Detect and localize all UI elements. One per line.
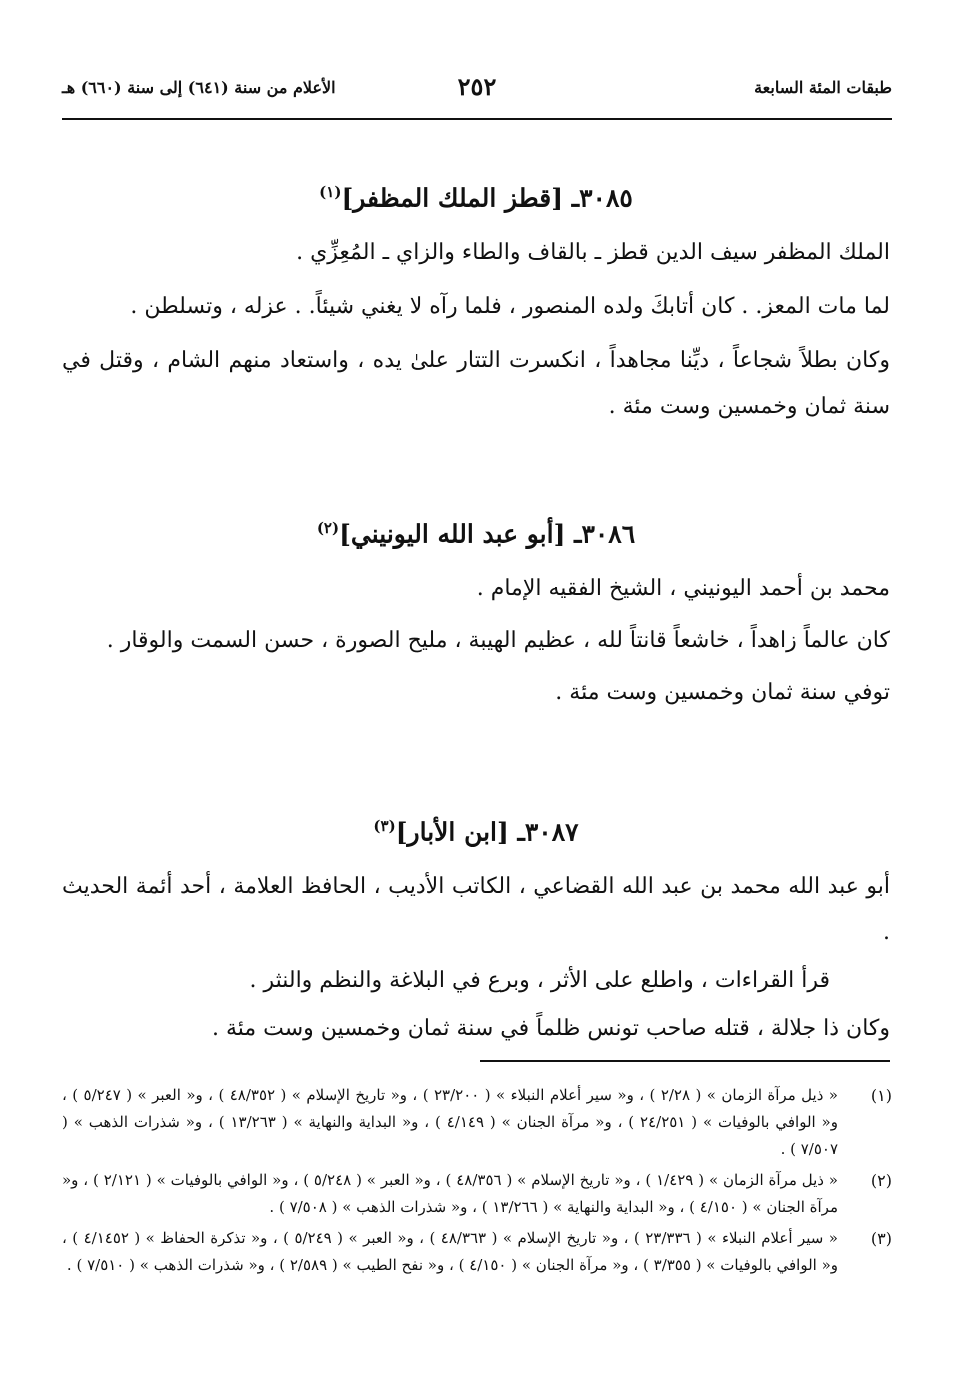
entry-paragraph: محمد بن أحمد اليونيني ، الشيخ الفقيه الإمام . (476, 576, 890, 602)
biography-entry (62, 508, 890, 716)
entry-title (62, 508, 890, 554)
entry-paragraph: وكان ذا جلالة ، قتله صاحب تونس ظلماً في سنة ثمان وخمسين وست مئة . (211, 1016, 890, 1042)
running-header (62, 72, 892, 112)
footnote-number: (٣) (870, 1229, 892, 1248)
entry-title (62, 806, 890, 852)
biography-entry (62, 806, 890, 1052)
page-number: ٢٥٢ (457, 72, 497, 101)
entry-paragraph: كان عالماً زاهداً ، خاشعاً قانتاً لله ، عظيم الهيبة ، مليح الصورة ، حسن السمت والوقار . (106, 628, 890, 654)
header-divider (62, 118, 892, 120)
entry-paragraph: وكان بطلاً شجاعاً ، ديِّنا مجاهداً ، انكسرت التتار علىٰ يده ، واستعاد منهم الشام ، وقتل في سنة ثمان وخمسين وست مئة . (62, 348, 890, 420)
header-year-range: الأعلام من سنة (٦٤١) إلى سنة (٦٦٠) هـ (62, 78, 336, 97)
footnote (62, 1082, 892, 1163)
footnote-text: « سير أعلام النبلاء » ( ٢٣/٣٣٦ ) ، و« تاريخ الإسلام » ( ٤٨/٣٦٣ ) ، و« العبر » ( ٥/٢٤٩ ) ، و« تذكرة الحفاظ » ( ٤/١٤٥٢ ) ، و« الوافي بالوفيات » ( ٣/٣٥٥ ) ، و« مرآة الجنان » ( ٤/١٥٠ ) ، و« نفح الطيب » ( ٢/٥٨٩ ) ، و« شذرات الذهب » ( ٧/٥١٠ ) . (62, 1229, 838, 1274)
footnote-number: (٢) (870, 1171, 892, 1190)
entry-paragraph: لما مات المعز. . كان أتابكَ ولده المنصور ، فلما رآه لا يغني شيئاً. . عزله ، وتسلطن . (130, 294, 890, 320)
footnotes (62, 1082, 892, 1283)
biography-entry (62, 172, 890, 430)
entry-paragraph: قرأ القراءات ، واطلع على الأثر ، وبرع في البلاغة والنظم والنثر . (249, 968, 830, 994)
header-section-title: طبقات المئة السابعة (754, 78, 892, 97)
footnotes-divider (480, 1060, 890, 1062)
footnote-ref: (٢) (316, 519, 340, 537)
entry-title-text: ٣٠٨٦ـ [أبو عبد الله اليونيني] (339, 519, 636, 549)
footnote-number: (١) (870, 1086, 892, 1105)
footnote-ref: (١) (319, 183, 342, 201)
entry-paragraph: الملك المظفر سيف الدين قطز ـ بالقاف والطاء والزاي ـ المُعِزِّي . (296, 240, 890, 266)
footnote-text: « ذيل مرآة الزمان » ( ١/٤٢٩ ) ، و« تاريخ الإسلام » ( ٤٨/٣٥٦ ) ، و« العبر » ( ٥/٢٤٨ ) ، و« الوافي بالوفيات » ( ٢/١٢١ ) ، و« مرآة الجنان » ( ٤/١٥٠ ) ، و« البداية والنهاية » ( ١٣/٢٦٦ ) ، و« شذرات الذهب » ( ٧/٥٠٨ ) . (62, 1171, 838, 1216)
entry-paragraph: توفي سنة ثمان وخمسين وست مئة . (555, 680, 890, 706)
entry-title-text: ٣٠٨٥ـ [قطز الملك المظفر] (341, 183, 633, 213)
entry-paragraph: أبو عبد الله محمد بن عبد الله القضاعي ، الكاتب الأديب ، الحافظ العلامة ، أحد أئمة الحديث . (62, 874, 890, 946)
footnote (62, 1225, 892, 1279)
footnote (62, 1167, 892, 1221)
footnote-ref: (٣) (373, 817, 396, 835)
footnote-text: « ذيل مرآة الزمان » ( ٢/٢٨ ) ، و« سير أعلام النبلاء » ( ٢٣/٢٠٠ ) ، و« تاريخ الإسلام » ( ٤٨/٣٥٢ ) ، و« العبر » ( ٥/٢٤٧ ) ، و« الوافي بالوفيات » ( ٢٤/٢٥١ ) ، و« مرآة الجنان » ( ٤/١٤٩ ) ، و« البداية والنهاية » ( ١٣/٢٦٣ ) ، و« شذرات الذهب » ( ٧/٥٠٧ ) . (62, 1086, 838, 1158)
entry-title (62, 172, 890, 218)
entry-title-text: ٣٠٨٧ـ [ابن الأبار] (395, 817, 579, 847)
